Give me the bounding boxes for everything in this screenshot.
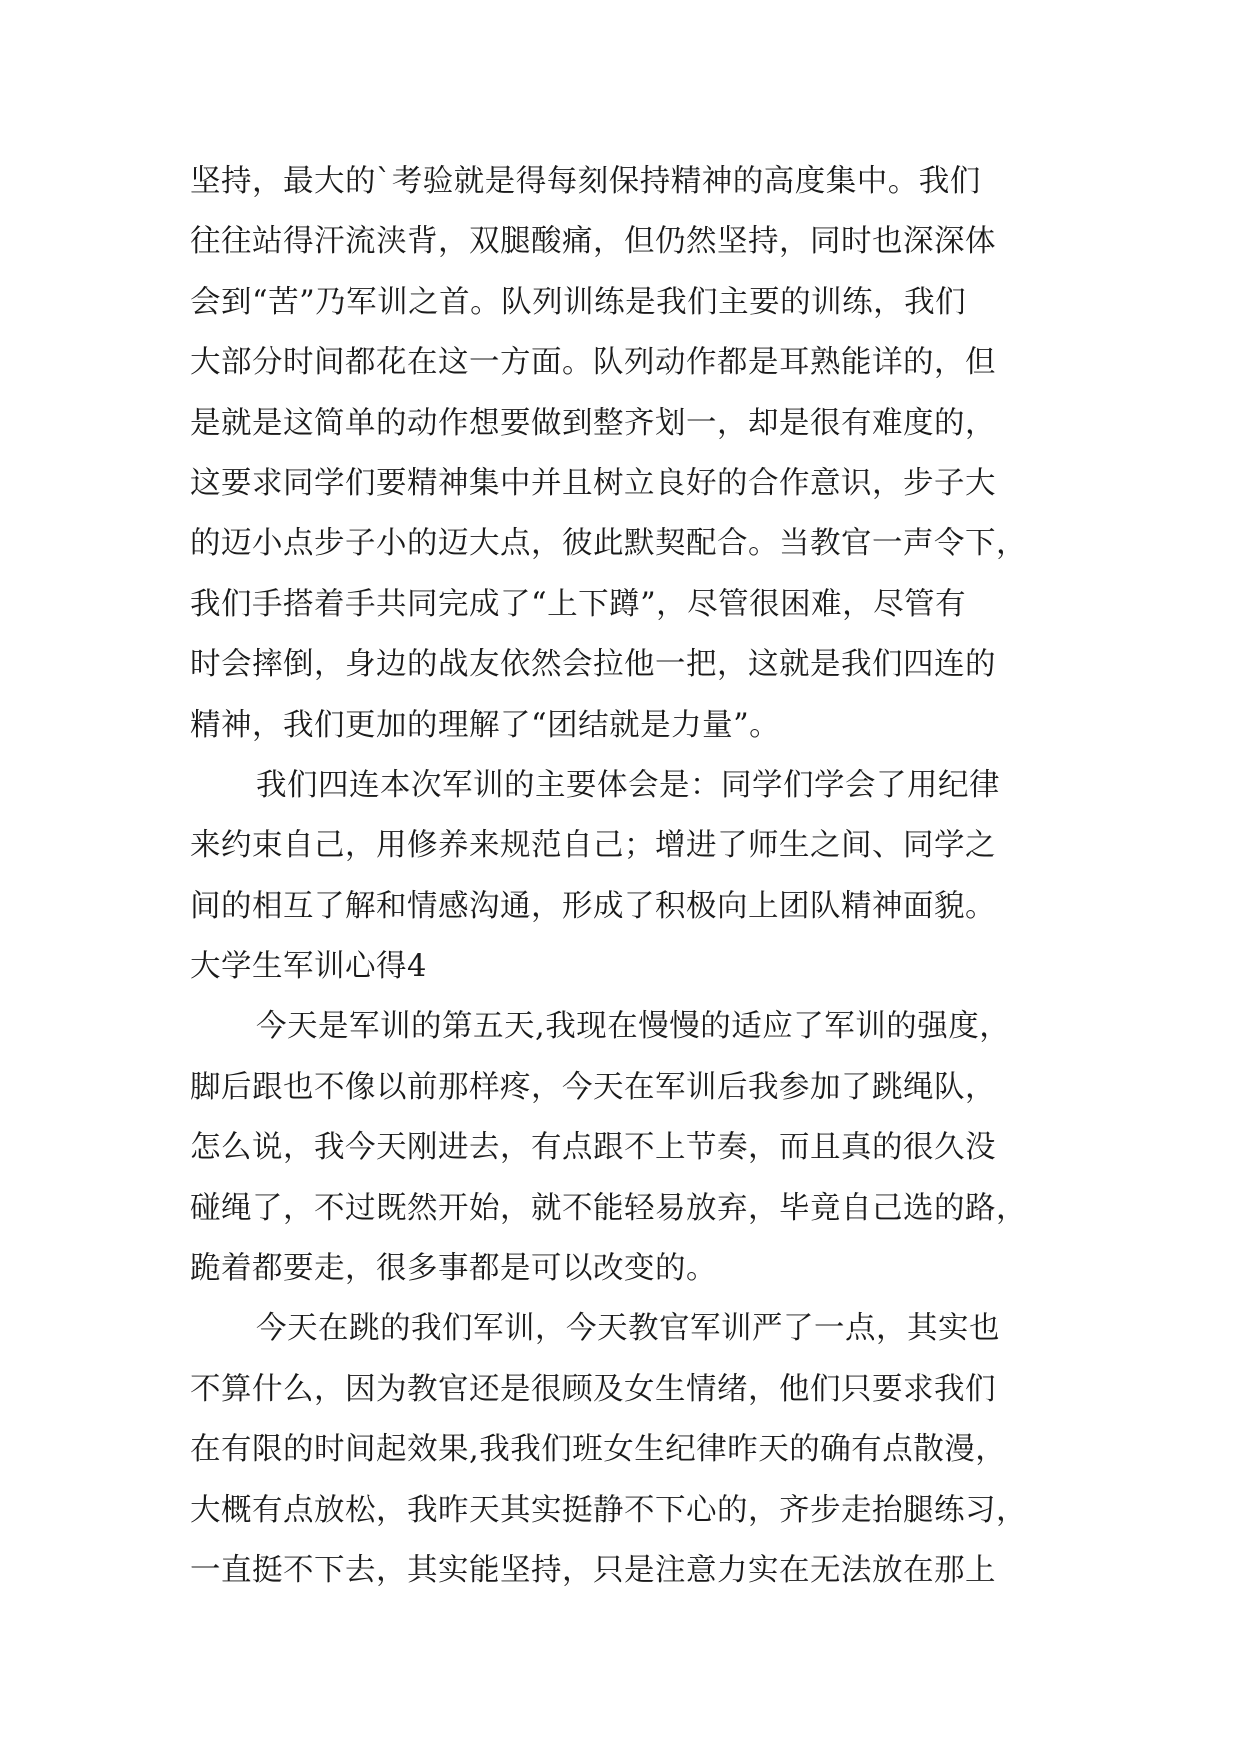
paragraph-line: 我们四连本次军训的主要体会是：同学们学会了用纪律 bbox=[256, 767, 1000, 803]
paragraph-line: 脚后跟也不像以前那样疼，今天在军训后我参加了跳绳队， bbox=[190, 1069, 996, 1105]
paragraph-line: 大部分时间都花在这一方面。队列动作都是耳熟能详的，但 bbox=[190, 345, 996, 381]
paragraph-line: 怎么说，我今天刚进去，有点跟不上节奏，而且真的很久没 bbox=[190, 1130, 996, 1166]
section-heading: 大学生军训心得4 bbox=[190, 949, 427, 985]
paragraph-line: 跪着都要走，很多事都是可以改变的。 bbox=[190, 1251, 717, 1287]
paragraph-line: 不算什么，因为教官还是很顾及女生情绪，他们只要求我们 bbox=[190, 1371, 996, 1407]
paragraph-line: 的迈小点步子小的迈大点，彼此默契配合。当教官一声令下， bbox=[190, 526, 1027, 562]
document-body bbox=[190, 152, 1070, 1601]
paragraph-line: 碰绳了，不过既然开始，就不能轻易放弃，毕竟自己选的路， bbox=[190, 1190, 1027, 1226]
paragraph-line: 坚持，最大的`考验就是得每刻保持精神的高度集中。我们 bbox=[190, 164, 981, 199]
paragraph-line: 时会摔倒，身边的战友依然会拉他一把，这就是我们四连的 bbox=[190, 647, 996, 683]
paragraph-line: 今天在跳的我们军训，今天教官军训严了一点，其实也 bbox=[256, 1311, 1000, 1347]
paragraph-line: 在有限的时间起效果,我我们班女生纪律昨天的确有点散漫， bbox=[190, 1432, 1007, 1468]
paragraph-line: 会到“苦”乃军训之首。队列训练是我们主要的训练，我们 bbox=[190, 284, 967, 320]
paragraph-line: 精神，我们更加的理解了“团结就是力量”。 bbox=[190, 707, 781, 743]
paragraph-line: 一直挺不下去，其实能坚持，只是注意力实在无法放在那上 bbox=[190, 1552, 996, 1588]
paragraph-line: 这要求同学们要精神集中并且树立良好的合作意识，步子大 bbox=[190, 465, 996, 501]
paragraph-line: 来约束自己，用修养来规范自己；增进了师生之间、同学之 bbox=[190, 828, 996, 864]
paragraph-line: 大概有点放松，我昨天其实挺静不下心的，齐步走抬腿练习， bbox=[190, 1492, 1027, 1528]
paragraph-line: 我们手搭着手共同完成了“上下蹲”，尽管很困难，尽管有 bbox=[190, 586, 967, 622]
paragraph-line: 是就是这简单的动作想要做到整齐划一，却是很有难度的， bbox=[190, 405, 996, 441]
paragraph-line: 今天是军训的第五天,我现在慢慢的适应了军训的强度， bbox=[256, 1009, 1011, 1045]
paragraph-line: 间的相互了解和情感沟通，形成了积极向上团队精神面貌。 bbox=[190, 888, 996, 924]
paragraph-line: 往往站得汗流浃背，双腿酸痛，但仍然坚持，同时也深深体 bbox=[190, 224, 996, 260]
